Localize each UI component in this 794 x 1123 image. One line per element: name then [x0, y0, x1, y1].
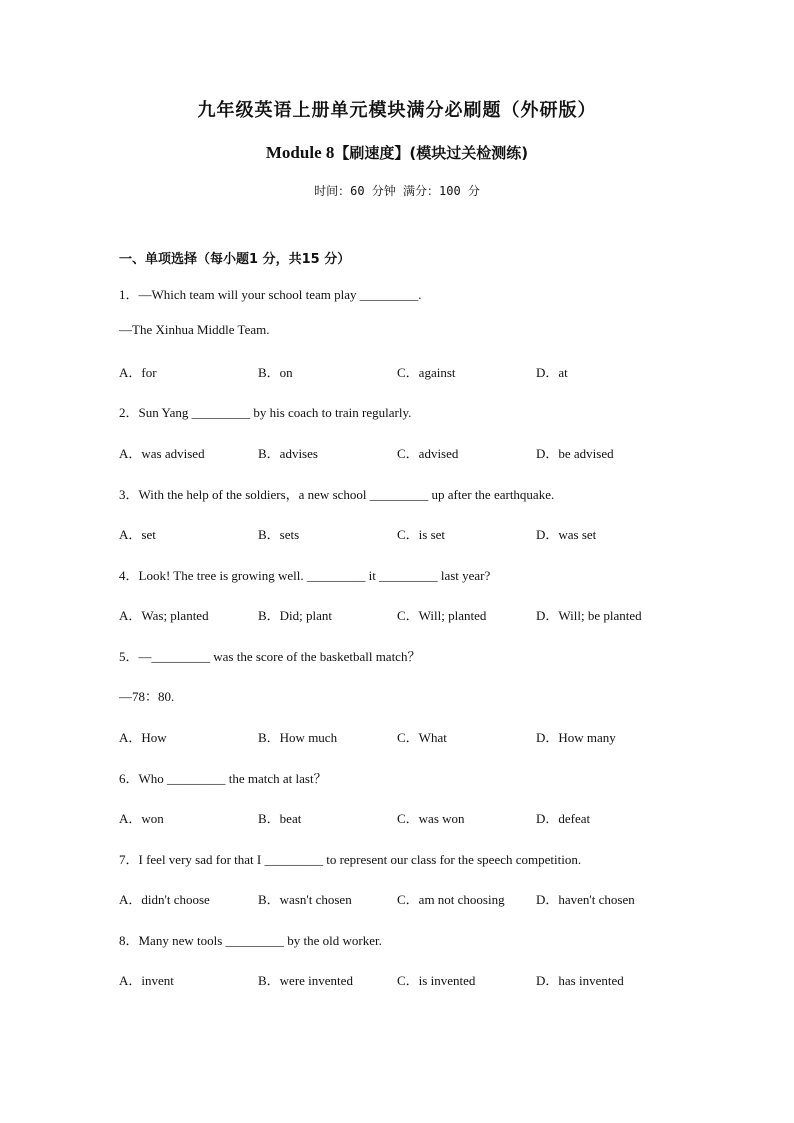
- question-1-reply: —The Xinhua Middle Team.: [119, 322, 270, 337]
- option-b[interactable]: B．were invented: [258, 973, 353, 988]
- option-a[interactable]: A．was advised: [119, 446, 205, 461]
- question-8-text: 8．Many new tools _________ by the old worker.: [119, 933, 382, 948]
- option-a[interactable]: A．for: [119, 365, 157, 380]
- option-a[interactable]: A．How: [119, 730, 167, 745]
- question-5-text: 5．—_________ was the score of the basketball match？: [119, 649, 421, 664]
- subtitle-cn: 【刷速度】(模块过关检测练): [334, 144, 529, 162]
- option-a[interactable]: A．Was; planted: [119, 608, 209, 623]
- exam-meta: 时间：60 分钟 满分：100 分: [314, 184, 480, 198]
- page-subtitle: [0, 142, 794, 163]
- question-1-text: 1．—Which team will your school team play _________.: [119, 287, 422, 302]
- option-c[interactable]: C．is set: [397, 527, 446, 542]
- question-3-text: 3．With the help of the soldiers，a new school _________ up after the earthquake.: [119, 487, 555, 502]
- option-b[interactable]: B．wasn't chosen: [258, 892, 352, 907]
- option-d[interactable]: D．haven't chosen: [536, 892, 635, 907]
- option-b[interactable]: B．How much: [258, 730, 338, 745]
- option-c[interactable]: C．am not choosing: [397, 892, 505, 907]
- option-a[interactable]: A．invent: [119, 973, 174, 988]
- option-d[interactable]: D．be advised: [536, 446, 614, 461]
- option-c[interactable]: C．Will; planted: [397, 608, 487, 623]
- option-c[interactable]: C．What: [397, 730, 447, 745]
- question-4-text: 4．Look! The tree is growing well. _________ it _________ last year?: [119, 568, 491, 583]
- option-a[interactable]: A．won: [119, 811, 164, 826]
- section-heading: 一、单项选择（每小题1 分，共15 分）: [119, 252, 351, 267]
- option-b[interactable]: B．advises: [258, 446, 318, 461]
- option-c[interactable]: C．against: [397, 365, 456, 380]
- question-2-text: 2．Sun Yang _________ by his coach to train regularly.: [119, 405, 412, 420]
- option-d[interactable]: D．defeat: [536, 811, 591, 826]
- subtitle-module: Module 8: [265, 143, 335, 162]
- option-b[interactable]: B．beat: [258, 811, 302, 826]
- question-5-reply: —78：80.: [119, 689, 175, 704]
- option-a[interactable]: A．didn't choose: [119, 892, 210, 907]
- option-b[interactable]: B．sets: [258, 527, 300, 542]
- option-d[interactable]: D．Will; be planted: [536, 608, 642, 623]
- option-c[interactable]: C．was won: [397, 811, 465, 826]
- page-title: 九年级英语上册单元模块满分必刷题（外研版）: [197, 100, 597, 121]
- question-6-text: 6．Who _________ the match at last？: [119, 771, 327, 786]
- option-c[interactable]: C．advised: [397, 446, 459, 461]
- option-d[interactable]: D．was set: [536, 527, 597, 542]
- option-b[interactable]: B．Did; plant: [258, 608, 333, 623]
- question-7-text: 7．I feel very sad for that I _________ to represent our class for the speech competition.: [119, 852, 582, 867]
- option-a[interactable]: A．set: [119, 527, 156, 542]
- option-d[interactable]: D．How many: [536, 730, 616, 745]
- option-d[interactable]: D．has invented: [536, 973, 624, 988]
- option-c[interactable]: C．is invented: [397, 973, 476, 988]
- option-d[interactable]: D．at: [536, 365, 568, 380]
- option-b[interactable]: B．on: [258, 365, 293, 380]
